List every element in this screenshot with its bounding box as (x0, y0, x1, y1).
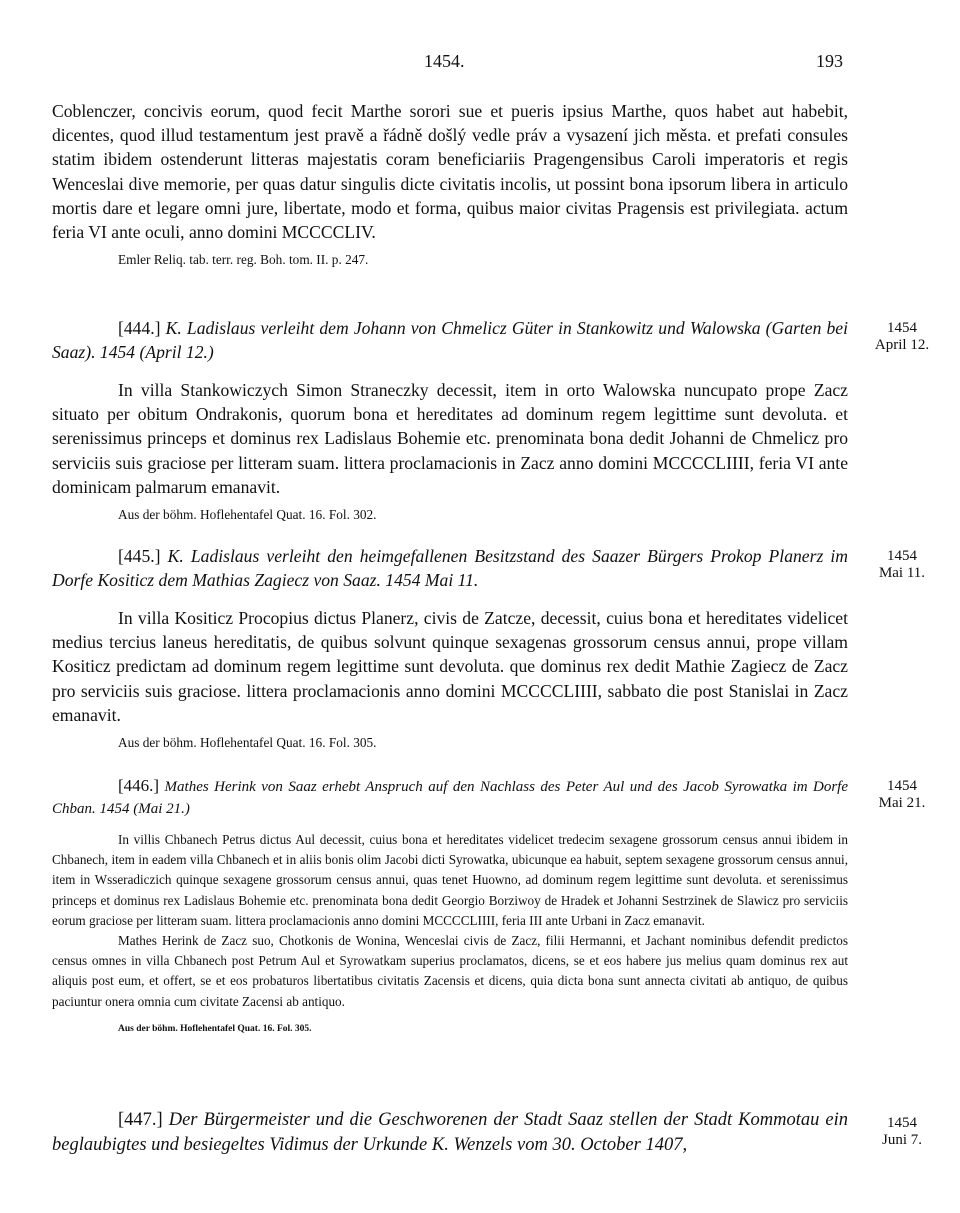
doc-title: K. Ladislaus verleiht dem Johann von Chmelicz Güter in Stankowitz und Walowska (Garten bei Saaz). (52, 318, 848, 362)
doc-source: Aus der böhm. Hoflehentafel Quat. 16. Fol. 305. (118, 735, 377, 751)
doc-heading (52, 775, 848, 820)
page-header (0, 51, 960, 75)
document-446 (52, 775, 848, 1034)
margin-year: 1454 (887, 320, 917, 336)
margin-date-444 (856, 320, 948, 354)
doc-source: Aus der böhm. Hoflehentafel Quat. 16. Fol. 305. (118, 1023, 312, 1034)
margin-day: April 12. (874, 337, 930, 353)
doc-number: [446.] (118, 776, 160, 795)
doc-date: 1454 (April 12.) (99, 342, 214, 362)
doc-body-continued: Mathes Herink de Zacz suo, Chotkonis de Wonina, Wenceslai civis de Zacz, filii Hermanni, et Jachant nominibus defendit predictos census omnes in villa Chbanech post Petrum Aul et Syrowatkam superius proclamatos, dicens, se et eos habere jus melius quam dominus rex aut aliquis post eum, et offert, se et eos probaturos libertatibus civitatis Zacensis et dicens, quia dicta bona sunt annecta civitati ab antiquo, de quibus paciuntur onera omnia cum civitate Zacensi ab antiquo. (52, 933, 848, 1009)
document-447 (52, 1108, 848, 1158)
doc-number: [447.] (118, 1110, 163, 1130)
margin-date-447 (856, 1115, 948, 1149)
doc-body: In villa Stankowiczych Simon Straneczky decessit, item in orto Walowska nuncupato prope Zacz situato per obitum Ondrakonis, quorum bona et hereditates ad dominum regem legittime sunt devoluta. et serenissimus princeps et dominus rex Ladislaus Bohemie etc. prenominata bona dedit Johanni de Chmelicz pro serviciis suis graciose per litteram suam. littera proclamacionis in Zacz anno domini MCCCCLIIII, feria VI ante dominicam palmarum emanavit. (52, 380, 848, 497)
doc-heading (52, 316, 848, 364)
document-445 (52, 544, 848, 751)
margin-year: 1454 (887, 1115, 917, 1131)
doc-body: In villa Kositicz Procopius dictus Planerz, civis de Zatcze, decessit, cuius bona et hereditates videlicet medius tercius laneus hereditatis, de quibus solvunt quinque sexagenas grossorum census annui, prope villam Kositicz predictam ad dominum regem legittime sunt devoluta. que dominus rex dedit Mathie Zagiecz de Zacz pro serviciis suis graciose. littera proclamacionis anno domini MCCCCLIIII, sabbato die post Stanislai in Zacz emanavit. (52, 608, 848, 725)
doc-heading (52, 1108, 848, 1158)
doc-title: Mathes Herink von Saaz erhebt Anspruch auf den Nachlass des Peter Aul und des Jacob Syrowatka im Dorfe Chban. (52, 779, 849, 817)
intro-paragraph: Coblenczer, concivis eorum, quod fecit Marthe sorori sue et pueris ipsius Marthe, quos habet aut habebit, dicentes, quod illud testamentum jest pravě a řádně došlý vedle práv a vysazení jich města. et prefati consules statim ibidem ostenderunt litteras majestatis coram beneficiariis Pragengensibus Caroli imperatoris et regis Wenceslai dive memorie, per quas datur singulis dicte civitatis incolis, ut possint bona ipsorum libera in articulo mortis dare et legare omni jure, libertate, modo et forma, quibus maior civitas Pragensis est privilegiata. actum feria VI ante oculi, anno domini MCCCCLIV. (52, 101, 848, 243)
margin-day: Mai 11. (878, 565, 926, 581)
doc-source: Aus der böhm. Hoflehentafel Quat. 16. Fol. 302. (118, 507, 377, 523)
doc-date: 1454 (Mai 21.) (99, 801, 190, 817)
running-head: 1454. (424, 51, 465, 71)
doc-heading (52, 544, 848, 592)
margin-date-446 (856, 778, 948, 812)
doc-date: 1454 Mai 11. (385, 570, 479, 590)
page-number: 193 (816, 51, 843, 71)
doc-number: [445.] (118, 546, 161, 566)
margin-day: Mai 21. (878, 795, 926, 811)
intro-source: Emler Reliq. tab. terr. reg. Boh. tom. II. p. 247. (118, 252, 369, 268)
doc-number: [444.] (118, 318, 161, 338)
document-444 (52, 316, 848, 523)
doc-title: K. Ladislaus verleiht den heimgefallenen Besitzstand des Saazer Bürgers Prokop Planerz im Dorfe Kositicz dem Mathias Zagiecz von Saaz. (52, 546, 848, 590)
margin-year: 1454 (887, 778, 917, 794)
doc-title: Der Bürgermeister und die Geschworenen der Stadt Saaz stellen der Stadt Kommotau ein beglaubigtes und besiegeltes Vidimus der Urkunde K. Wenzels vom 30. October 1407, (52, 1110, 848, 1155)
margin-year: 1454 (887, 548, 917, 564)
margin-date-445 (856, 548, 948, 582)
margin-day: Juni 7. (881, 1132, 922, 1148)
doc-body: In villis Chbanech Petrus dictus Aul decessit, cuius bona et hereditates videlicet tredecim sexagene grossorum census annui ibidem in Chbanech, item in eadem villa Chbanech et in aliis bonis olim Jacobi dicti Syrowatka, ubicunque ea habuit, septem sexagene grossorum census annui, item in Wsseradiczich quinque sexagene grossorum census annui, quas tenet Huowno, ad dominum regem legittime sunt devoluta. et serenissimus princeps et dominus rex Ladislaus Bohemie etc. prenominata bona dedit Georgio Borziwoy de Hradek et Johanni Sestrzinek de Slawicz pro serviciis eorum graciose per litteram suam. littera proclamacionis anno domini MCCCCLIIII, feria III ante Urbani in Zacz emanavit. (52, 832, 848, 928)
intro-section (52, 99, 848, 268)
